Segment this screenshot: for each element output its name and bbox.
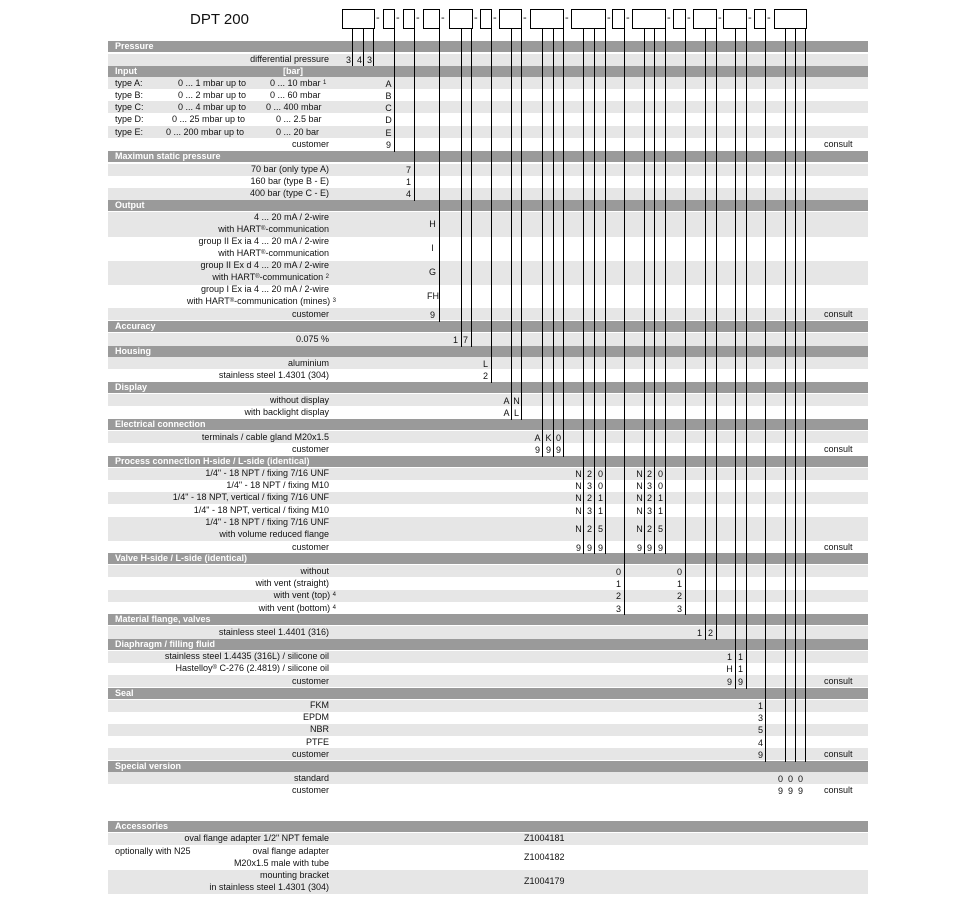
section-display: Display <box>108 382 868 393</box>
order-code-sheet: DPT 200 - - - - - - - - - - - - - - - Pressure Input [bar] Maximun static pressure Output Accuracy Housing Display Electrical connection Process connection H-side / L-side (identical) Valve H-side / L-side (identical) Material flange, valves Diaphragm / filling fluid Seal Special version Accessories differential pressure 3 4 3 type A: 0 ... 1 mbar up to 0 ... 10 mbar $^1$ A type B: 0 ... 2 mbar up to 0 ... 60 mbar B type C: 0 ... 4 mbar up to 0 ... 400 mbar C type D: 0 ... 25 mbar up to 0 ... 2.5 bar D type E: 0 ... 200 mbar up to 0 ... 20 bar E customer 9 consult 70 bar (only type A) 7 160 bar (type B - E) 1 400 bar (type C - E) 4 4 ... 20 mA / 2-wire with HART®-communication H group II Ex ia 4 ... 20 mA / 2-wire with HART®-communication I group II Ex d 4 ... 20 mA / 2-wire with HART®-communication $^2$ G group I Ex ia 4 ... 20 mA / 2-wire with HART®-communication (mines) $^3$ FH customer 9 consult 0.075 % 1 7 aluminium L stainless steel 1.4301 (304) 2 without display A N with backlight display A L terminals / cable gland M20x1.5 A K 0 customer 9 9 9 consult 1/4" - 18 NPT / fixing 7/16 UNF N 2 0 N 2 0 1/4" - 18 NPT / fixing M10 N 3 0 N 3 0 1/4" - 18 NPT, vertical / fixing 7/16 UNF N 2 1 N 2 1 1/4" - 18 NPT, vertical / fixing M10 N 3 1 N 3 1 1/4" - 18 NPT / fixing 7/16 UNF with volume reduced flange N 2 5 N 2 5 customer 9 9 9 9 9 9 consult without 0 0 with vent (straight) 1 1 with vent (top) $^4$ 2 2 with vent (bottom) $^4$ 3 3 stainless steel 1.4401 (316) 1 2 stainless steel 1.4435 (316L) / silicone oil 1 1 Hastelloy® C-276 (2.4819) / silicone oil H 1 customer 9 9 consult FKM 1 EPDM 3 NBR 5 PTFE 4 customer 9 consult standard 0 0 0 customer 9 9 9 consult oval flange adapter 1/2" NPT female Z1004181 optionally with N25 oval flange adapter M20x1.5 male with tube Z1004182 mounting bracket in stainless steel 1.4301 (304) Z1004179 <box>0 0 960 900</box>
section-electrical: Electrical connection <box>108 419 868 430</box>
section-input: Input [bar] <box>108 66 868 77</box>
section-accessories: Accessories <box>108 821 868 832</box>
section-static-pressure: Maximun static pressure <box>108 151 868 162</box>
section-seal: Seal <box>108 688 868 699</box>
section-special: Special version <box>108 761 868 772</box>
section-pressure: Pressure <box>108 41 868 52</box>
section-material: Material flange, valves <box>108 614 868 625</box>
section-housing: Housing <box>108 346 868 357</box>
section-process: Process connection H-side / L-side (identical) <box>108 456 868 467</box>
section-accuracy: Accuracy <box>108 321 868 332</box>
section-valve: Valve H-side / L-side (identical) <box>108 553 868 564</box>
section-output: Output <box>108 200 868 211</box>
row-label: differential pressure <box>250 54 329 64</box>
page-title: DPT 200 <box>190 11 249 28</box>
section-diaphragm: Diaphragm / filling fluid <box>108 639 868 650</box>
